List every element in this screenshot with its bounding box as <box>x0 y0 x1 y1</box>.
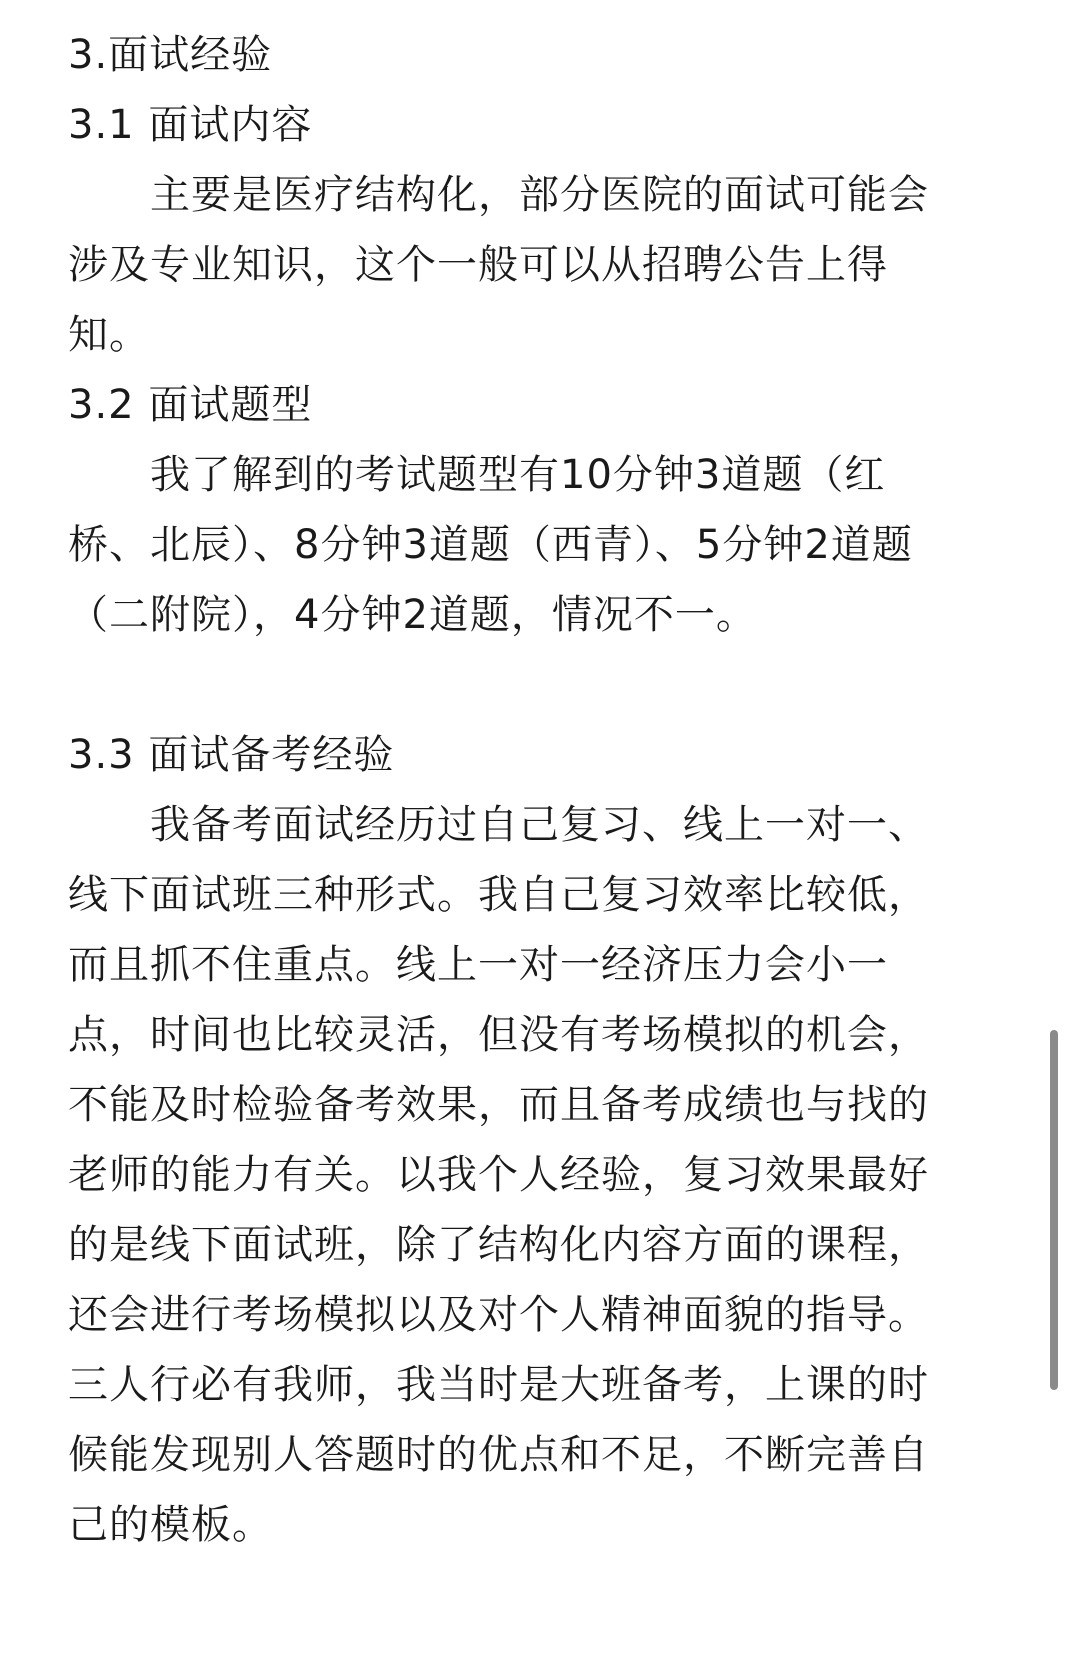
section-heading-interview-experience: 3.面试经验 <box>68 32 273 78</box>
paragraph-line: 候能发现别人答题时的优点和不足，不断完善自 <box>68 1432 929 1478</box>
paragraph-line: 点，时间也比较灵活，但没有考场模拟的机会， <box>68 1012 929 1058</box>
subsection-heading-preparation-experience: 3.3 面试备考经验 <box>68 732 395 778</box>
subsection-heading-interview-content: 3.1 面试内容 <box>68 102 313 148</box>
paragraph-line: 的是线下面试班，除了结构化内容方面的课程， <box>68 1222 929 1268</box>
paragraph-line: （二附院），4分钟2道题，情况不一。 <box>68 592 757 638</box>
paragraph-line: 三人行必有我师，我当时是大班备考，上课的时 <box>68 1362 929 1408</box>
paragraph-line: 主要是医疗结构化，部分医院的面试可能会 <box>68 172 929 218</box>
paragraph-line: 桥、北辰）、8分钟3道题（西青）、5分钟2道题 <box>68 522 913 568</box>
paragraph-line: 涉及专业知识，这个一般可以从招聘公告上得 <box>68 242 888 288</box>
vertical-scrollbar[interactable] <box>1050 1030 1058 1390</box>
paragraph-line: 我备考面试经历过自己复习、线上一对一、 <box>68 802 929 848</box>
paragraph-line: 知。 <box>68 312 150 358</box>
paragraph-line: 还会进行考场模拟以及对个人精神面貌的指导。 <box>68 1292 929 1338</box>
subsection-heading-question-types: 3.2 面试题型 <box>68 382 313 428</box>
paragraph-line: 而且抓不住重点。线上一对一经济压力会小一 <box>68 942 888 988</box>
paragraph-line: 我了解到的考试题型有10分钟3道题（红 <box>68 452 886 498</box>
paragraph-line: 老师的能力有关。以我个人经验，复习效果最好 <box>68 1152 929 1198</box>
paragraph-line: 不能及时检验备考效果，而且备考成绩也与找的 <box>68 1082 929 1128</box>
paragraph-line: 己的模板。 <box>68 1502 273 1548</box>
paragraph-line: 线下面试班三种形式。我自己复习效率比较低， <box>68 872 929 918</box>
